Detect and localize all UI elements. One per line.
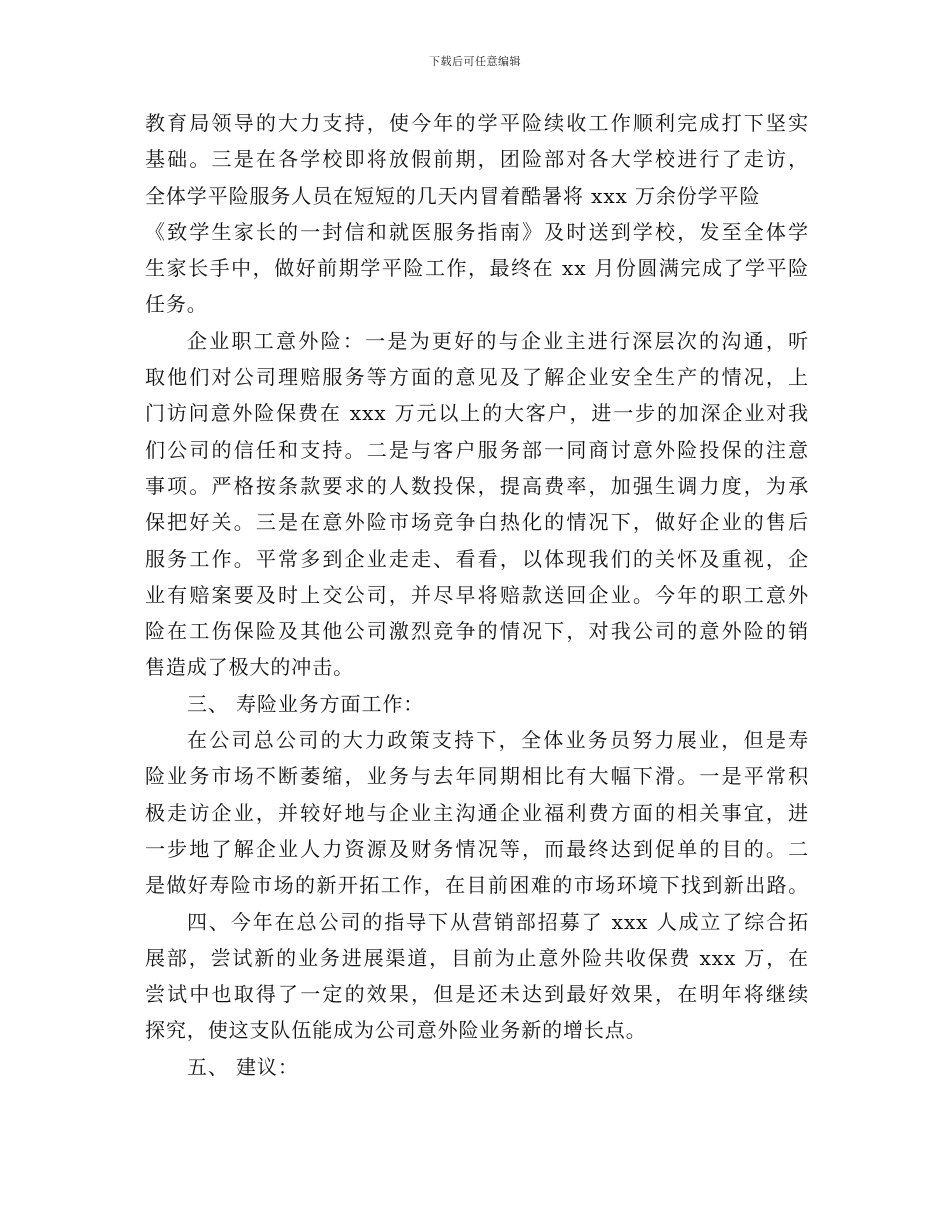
text-line: 尝试中也取得了一定的效果，但是还未达到最好效果，在明年将继续 xyxy=(145,982,809,1007)
text-line: 生家长手中，做好前期学平险工作，最终在 xx 月份圆满完成了学平险 xyxy=(145,256,809,281)
text-line: 一步地了解企业人力资源及财务情况等，而最终达到促单的目的。二 xyxy=(145,836,809,861)
text-line: 门访问意外险保费在 xxx 万元以上的大客户，进一步的加深企业对我 xyxy=(145,401,809,426)
text-line: 探究，使这支队伍能成为公司意外险业务新的增长点。 xyxy=(145,1018,647,1043)
text-line: 取他们对公司理赔服务等方面的意见及了解企业安全生产的情况，上 xyxy=(145,365,809,390)
text-line: 事项。严格按条款要求的人数投保，提高费率，加强生调力度，为承 xyxy=(145,473,809,498)
text-line: 在公司总公司的大力政策支持下，全体业务员努力展业，但是寿 xyxy=(187,728,809,753)
text-line: 业有赔案要及时上交公司，并尽早将赔款送回企业。今年的职工意外 xyxy=(145,582,809,607)
text-line: 教育局领导的大力支持，使今年的学平险续收工作顺利完成打下坚实 xyxy=(145,111,809,135)
text-line: 险在工伤保险及其他公司激烈竞争的情况下，对我公司的意外险的销 xyxy=(145,619,809,644)
text-line: 们公司的信任和支持。二是与客户服务部一同商讨意外险投保的注意 xyxy=(145,437,809,462)
text-line: 三、 寿险业务方面工作： xyxy=(187,691,425,716)
text-line: 是做好寿险市场的新开拓工作，在目前困难的市场环境下找到新出路。 xyxy=(145,873,809,898)
text-line: 售造成了极大的冲击。 xyxy=(145,655,354,680)
text-line: 企业职工意外险：一是为更好的与企业主进行深层次的沟通，听 xyxy=(187,328,809,353)
text-line: 服务工作。平常多到企业走走、看看，以体现我们的关怀及重视，企 xyxy=(145,546,809,571)
text-line: 保把好关。三是在意外险市场竞争白热化的情况下，做好企业的售后 xyxy=(145,510,809,535)
text-line: 全体学平险服务人员在短短的几天内冒着酷暑将 xxx 万余份学平险 xyxy=(145,183,761,208)
document-body xyxy=(145,105,809,1085)
text-line: 四、今年在总公司的指导下从营销部招募了 xxx 人成立了综合拓 xyxy=(187,909,809,934)
text-line: 展部，尝试新的业务进展渠道，目前为止意外险共收保费 xxx 万，在 xyxy=(145,945,809,970)
page-header: 下载后可任意编辑 xyxy=(429,55,521,68)
text-line: 任务。 xyxy=(145,292,208,317)
text-line: 《致学生家长的一封信和就医服务指南》及时送到学校，发至全体学 xyxy=(145,219,809,244)
text-line: 基础。三是在各学校即将放假前期，团险部对各大学校进行了走访， xyxy=(145,147,809,172)
text-line: 五、 建议： xyxy=(187,1054,299,1079)
text-line: 险业务市场不断萎缩，业务与去年同期相比有大幅下滑。一是平常积 xyxy=(145,764,809,789)
text-line: 极走访企业，并较好地与企业主沟通企业福利费方面的相关事宜，进 xyxy=(145,800,809,825)
